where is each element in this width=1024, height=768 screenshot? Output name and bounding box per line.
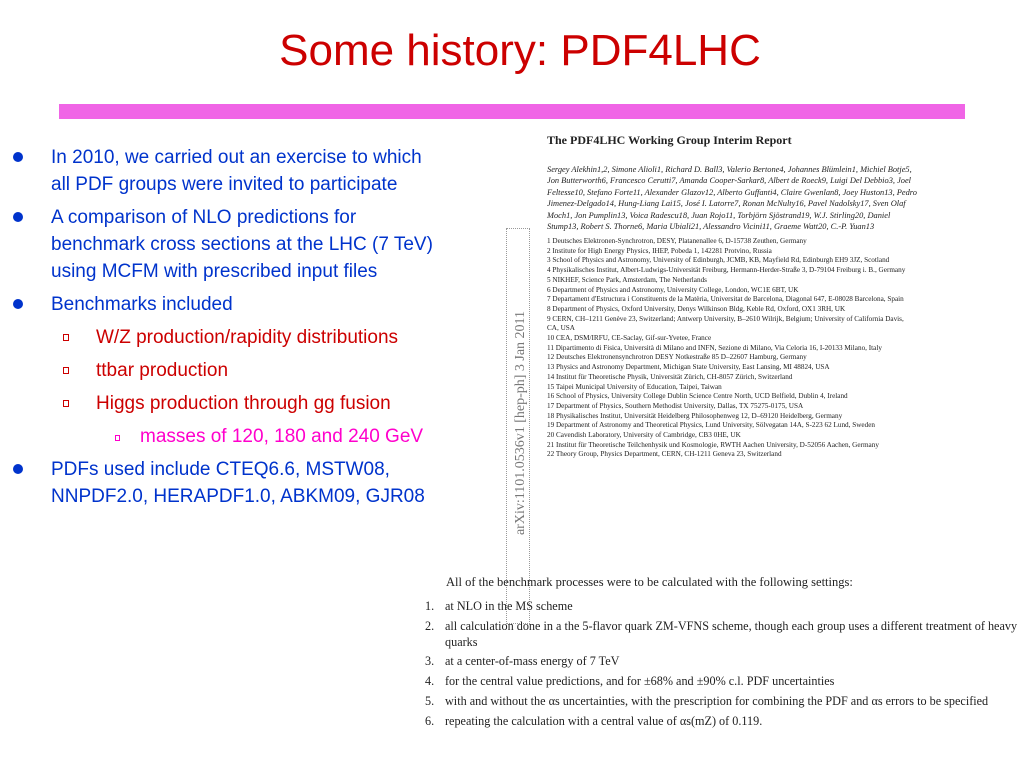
affiliation-line: 10 CEA, DSM/IRFU, CE-Saclay, Gif-sur-Yvetee, France <box>547 334 712 343</box>
affiliation-line: 8 Department of Physics, Oxford University, Denys Wilkinson Bldg, Keble Rd, Oxford, OX1 3RH, UK <box>547 304 846 313</box>
sub-bullet-item <box>0 390 440 417</box>
affiliation-line: 4 Physikalisches Institut, Albert-Ludwigs-Universität Freiburg, Hermann-Herder-Straße 3, D-79104 Freiburg i. B., Germany <box>547 266 906 275</box>
sub-sub-bullet-text: masses of 120, 180 and 240 GeV <box>140 426 424 447</box>
settings-intro: All of the benchmark processes were to be calculated with the following settings: <box>446 575 853 589</box>
sub-sub-bullet-square-icon <box>115 435 120 441</box>
sub-bullet-text: W/Z production/rapidity distributions <box>96 327 399 348</box>
sub-bullet-item <box>0 324 440 351</box>
paper-title: The PDF4LHC Working Group Interim Report <box>547 133 792 147</box>
affiliation-line: 19 Department of Astronomy and Theoretical Physics, Lund University, Sölvegatan 14A, S-223 62 Lund, Sweden <box>547 421 875 430</box>
title-underline-bar <box>59 104 965 119</box>
settings-item <box>425 714 1024 730</box>
settings-text: for the central value predictions, and for ±68% and ±90% c.l. PDF uncertainties <box>445 674 835 689</box>
settings-number: 6. <box>425 713 435 728</box>
sub-bullet-text: Higgs production through gg fusion <box>96 393 391 414</box>
affiliation-line: 11 Dipartimento di Fisica, Università di Milano and INFN, Sezione di Milano, Via Celoria 16, I-20133 Milano, Italy <box>547 343 882 352</box>
bullet-text: In 2010, we carried out an exercise to which all PDF groups were invited to participate <box>51 147 422 195</box>
settings-item <box>425 674 1024 690</box>
sub-bullet-text: ttbar production <box>96 360 229 381</box>
affiliation-line: 14 Institut für Theoretische Physik, Universität Zürich, CH-8057 Zürich, Switzerland <box>547 372 793 381</box>
settings-text: repeating the calculation with a central value of αs(mZ) of 0.119. <box>445 713 763 728</box>
affiliation-line: 5 NIKHEF, Science Park, Amsterdam, The Netherlands <box>547 275 707 284</box>
arxiv-stamp <box>506 228 530 624</box>
bullet-dot-icon <box>13 299 23 309</box>
affiliation-line: 16 School of Physics, University College Dublin Science Centre North, UCD Belfield, Dublin 4, Ireland <box>547 392 848 401</box>
affiliation-line: 22 Theory Group, Physics Department, CERN, CH-1211 Geneva 23, Switzerland <box>547 450 782 459</box>
bullet-item <box>0 291 440 318</box>
sub-sub-bullet-item <box>0 423 440 450</box>
bullet-item <box>0 204 440 285</box>
bullet-dot-icon <box>13 152 23 162</box>
settings-item <box>425 654 1024 670</box>
settings-number: 1. <box>425 599 435 613</box>
sub-bullet-square-icon <box>63 367 69 374</box>
sub-bullet-square-icon <box>63 334 69 341</box>
affiliation-line: 13 Physics and Astronomy Department, Michigan State University, East Lansing, MI 48824, USA <box>547 363 830 372</box>
affiliation-line: 1 Deutsches Elektronen-Synchrotron, DESY, Platanenallee 6, D-15738 Zeuthen, Germany <box>547 237 807 245</box>
sub-bullet-square-icon <box>63 400 69 407</box>
bullet-item <box>0 456 440 510</box>
affiliation-line: 18 Physikalisches Institut, Universität Heidelberg Philosophenweg 12, D–69120 Heidelberg, Germany <box>547 411 843 420</box>
affiliation-line: 15 Taipei Municipal University of Education, Taipei, Taiwan <box>547 382 722 391</box>
settings-text: all calculation done in a the 5-flavor quark ZM-VFNS scheme, though each group uses a different treatment of heavy quarks <box>445 618 1018 649</box>
affiliation-line: 3 School of Physics and Astronomy, University of Edinburgh, JCMB, KB, Mayfield Rd, Edinburgh EH9 3JZ, Scotland <box>547 256 890 265</box>
affiliation-line: 9 CERN, CH–1211 Genève 23, Switzerland; Antwerp University, B–2610 Wilrijk, Belgium; University of California Davis, CA, USA <box>547 314 904 333</box>
settings-text: at a center-of-mass energy of 7 TeV <box>445 654 620 669</box>
bullet-text: A comparison of NLO predictions for benchmark cross sections at the LHC (7 TeV) using MCFM with prescribed input files <box>51 207 433 282</box>
settings-number: 2. <box>425 618 435 633</box>
paper-authors: Sergey Alekhin1,2, Simone Alioli1, Richard D. Ball3, Valerio Bertone4, Johannes Blümlein1, Michiel Botje5, Jon Butterworth6, Francesco Cerutti7, Amanda Cooper-Sarkar8, Albert de Roeck9, Luigi Del Debbio3, Joel Feltesse10, Stefano Forte11, Alexander Glazov12, Alberto Guffanti4, Claire Gwenlan8, Joey Huston13, Pedro Jimenez-Delgado14, Hung-Liang Lai15, José I. Latorre7, Ronan McNulty16, Pavel Nadolsky17, Sven Olaf Moch1, Jon Pumplin13, Voica Radescu18, Juan Rojo11, Torbjörn Sjöstrand19, W.J. Stirling20, Daniel Stump13, Robert S. Thorne6, Maria Ubiali21, Alessandro Vicini11, Graeme Watt20, C.-P. Yuan13 <box>547 165 917 232</box>
sub-bullet-item <box>0 357 440 384</box>
bullet-text: Benchmarks included <box>51 294 233 315</box>
settings-item <box>425 599 1024 615</box>
slide-title: Some history: PDF4LHC <box>279 26 761 75</box>
settings-text: at NLO in the MS scheme <box>445 599 573 613</box>
affiliation-line: 17 Department of Physics, Southern Methodist University, Dallas, TX 75275-0175, USA <box>547 401 804 410</box>
bullet-text: PDFs used include CTEQ6.6, MSTW08, NNPDF2.0, HERAPDF1.0, ABKM09, GJR08 <box>51 459 425 507</box>
bullet-item <box>0 144 440 198</box>
affiliation-line: 2 Institute for High Energy Physics, IHEP, Pobeda 1, 142281 Protvino, Russia <box>547 246 772 255</box>
affiliation-line: 21 Institut für Theoretische Teilchenhysik und Kosmologie, RWTH Aachen University, D-52056 Aachen, Germany <box>547 440 879 449</box>
affiliation-line: 12 Deutsches Elektronensynchrotron DESY Notkestraße 85 D–22607 Hamburg, Germany <box>547 353 807 362</box>
bullet-dot-icon <box>13 212 23 222</box>
settings-item <box>425 694 1024 710</box>
bullet-list <box>0 144 440 516</box>
arxiv-stamp-text: arXiv:1101.0536v1 [hep-ph] 3 Jan 2011 <box>513 310 528 536</box>
bullet-dot-icon <box>13 464 23 474</box>
affiliation-line: 6 Department of Physics and Astronomy, University College, London, WC1E 6BT, UK <box>547 285 799 294</box>
settings-list <box>425 599 1024 734</box>
settings-number: 3. <box>425 654 435 669</box>
affiliation-line: 7 Departament d'Estructura i Constituents de la Matèria, Universitat de Barcelona, Diagonal 647, E-08028 Barcelona, Spain <box>547 295 904 304</box>
affiliation-line: 20 Cavendish Laboratory, University of Cambridge, CB3 0HE, UK <box>547 431 741 440</box>
paper-affiliations <box>547 237 917 460</box>
settings-text: with and without the αs uncertainties, with the prescription for combining the PDF and αs errors to be specified <box>445 693 989 708</box>
settings-number: 4. <box>425 674 435 689</box>
settings-item <box>425 619 1024 651</box>
settings-number: 5. <box>425 693 435 708</box>
paper-excerpt-image <box>420 130 1024 768</box>
